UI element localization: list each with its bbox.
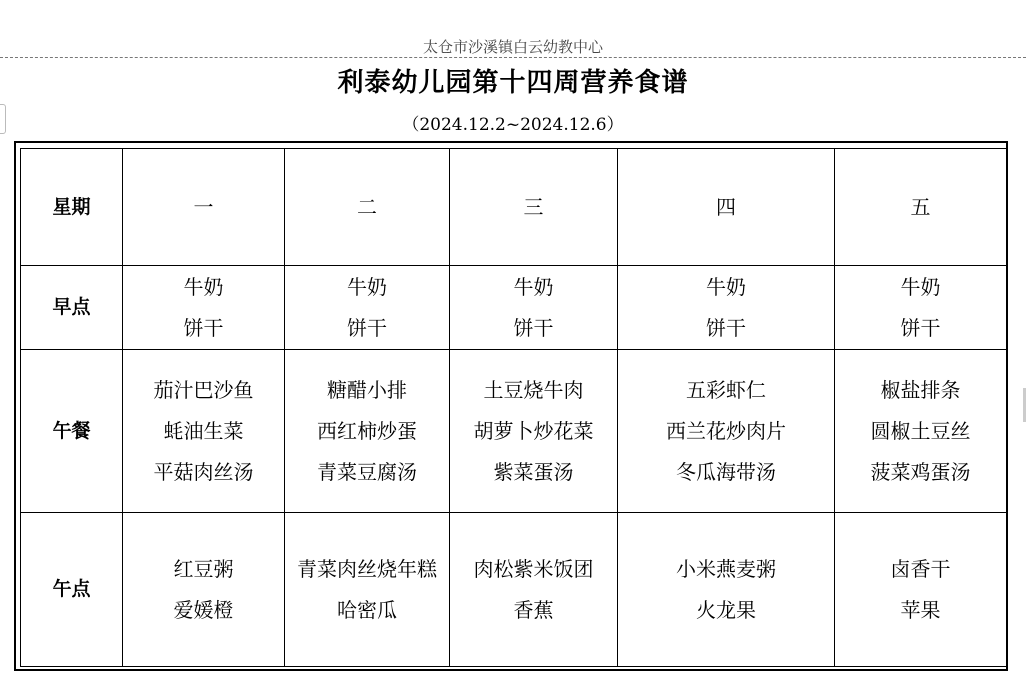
- row-label-breakfast: 早点: [21, 266, 123, 350]
- menu-item: 平菇肉丝汤: [153, 459, 254, 484]
- table-row-afternoon-snack: [21, 513, 1007, 667]
- day-header-mon: 一: [123, 149, 285, 266]
- page-title: 利泰幼儿园第十四周营养食谱: [337, 68, 689, 98]
- menu-cell: [123, 266, 285, 350]
- menu-item: 哈密瓜: [337, 597, 397, 622]
- table-row-breakfast: [21, 266, 1007, 350]
- menu-item: 西红柿炒蛋: [317, 418, 417, 443]
- menu-item: 牛奶: [513, 274, 554, 299]
- menu-cell: [835, 513, 1007, 667]
- menu-item: 饼干: [183, 315, 224, 340]
- day-header-thu: 四: [618, 149, 835, 266]
- menu-item: 土豆烧牛肉: [483, 377, 584, 402]
- menu-cell: [618, 350, 835, 513]
- menu-item: 冬瓜海带汤: [676, 459, 776, 484]
- menu-item: 饼干: [900, 315, 941, 340]
- menu-item: 胡萝卜炒花菜: [473, 418, 594, 443]
- menu-item: 蚝油生菜: [163, 418, 244, 443]
- organization-header: 太仓市沙溪镇白云幼教中心: [422, 38, 603, 56]
- menu-item: 青菜豆腐汤: [317, 459, 417, 484]
- menu-cell: [450, 350, 618, 513]
- menu-item: 爱媛橙: [173, 597, 234, 622]
- menu-item: 西兰花炒肉片: [666, 418, 786, 443]
- menu-item: 苹果: [900, 597, 941, 622]
- menu-table: [20, 148, 1007, 667]
- menu-item: 椒盐排条: [880, 377, 961, 402]
- menu-cell: [618, 513, 835, 667]
- menu-cell: [450, 266, 618, 350]
- corner-label: 星期: [21, 149, 123, 266]
- menu-cell: [618, 266, 835, 350]
- menu-item: 牛奶: [706, 274, 746, 299]
- table-header-row: [21, 149, 1007, 266]
- menu-item: 火龙果: [696, 597, 756, 622]
- menu-cell: [285, 266, 450, 350]
- row-label-afternoon-snack: 午点: [21, 513, 123, 667]
- day-header-fri: 五: [835, 149, 1007, 266]
- menu-item: 香蕉: [513, 597, 554, 622]
- menu-item: 五彩虾仁: [686, 377, 766, 402]
- date-range: （2024.12.2~2024.12.6）: [402, 115, 624, 135]
- menu-cell: [123, 350, 285, 513]
- menu-item: 糖醋小排: [327, 377, 407, 402]
- menu-cell: [835, 266, 1007, 350]
- menu-item: 紫菜蛋汤: [493, 459, 574, 484]
- menu-item: 菠菜鸡蛋汤: [870, 459, 971, 484]
- menu-item: 饼干: [513, 315, 554, 340]
- menu-item: 茄汁巴沙鱼: [153, 377, 254, 402]
- menu-item: 牛奶: [347, 274, 387, 299]
- menu-item: 圆椒土豆丝: [870, 418, 971, 443]
- menu-cell: [450, 513, 618, 667]
- table-row-lunch: [21, 350, 1007, 513]
- menu-cell: [285, 350, 450, 513]
- page-edge-marker: [0, 104, 6, 134]
- menu-item: 牛奶: [900, 274, 941, 299]
- menu-cell: [835, 350, 1007, 513]
- menu-cell: [285, 513, 450, 667]
- menu-item: 小米燕麦粥: [676, 556, 776, 581]
- menu-item: 肉松紫米饭团: [473, 556, 594, 581]
- row-label-lunch: 午餐: [21, 350, 123, 513]
- menu-item: 牛奶: [183, 274, 224, 299]
- menu-item: 饼干: [347, 315, 387, 340]
- day-header-tue: 二: [285, 149, 450, 266]
- menu-item: 饼干: [706, 315, 746, 340]
- menu-cell: [123, 513, 285, 667]
- menu-item: 青菜肉丝烧年糕: [297, 556, 437, 581]
- menu-item: 红豆粥: [173, 556, 234, 581]
- day-header-wed: 三: [450, 149, 618, 266]
- header-divider: [0, 57, 1026, 58]
- menu-item: 卤香干: [890, 556, 951, 581]
